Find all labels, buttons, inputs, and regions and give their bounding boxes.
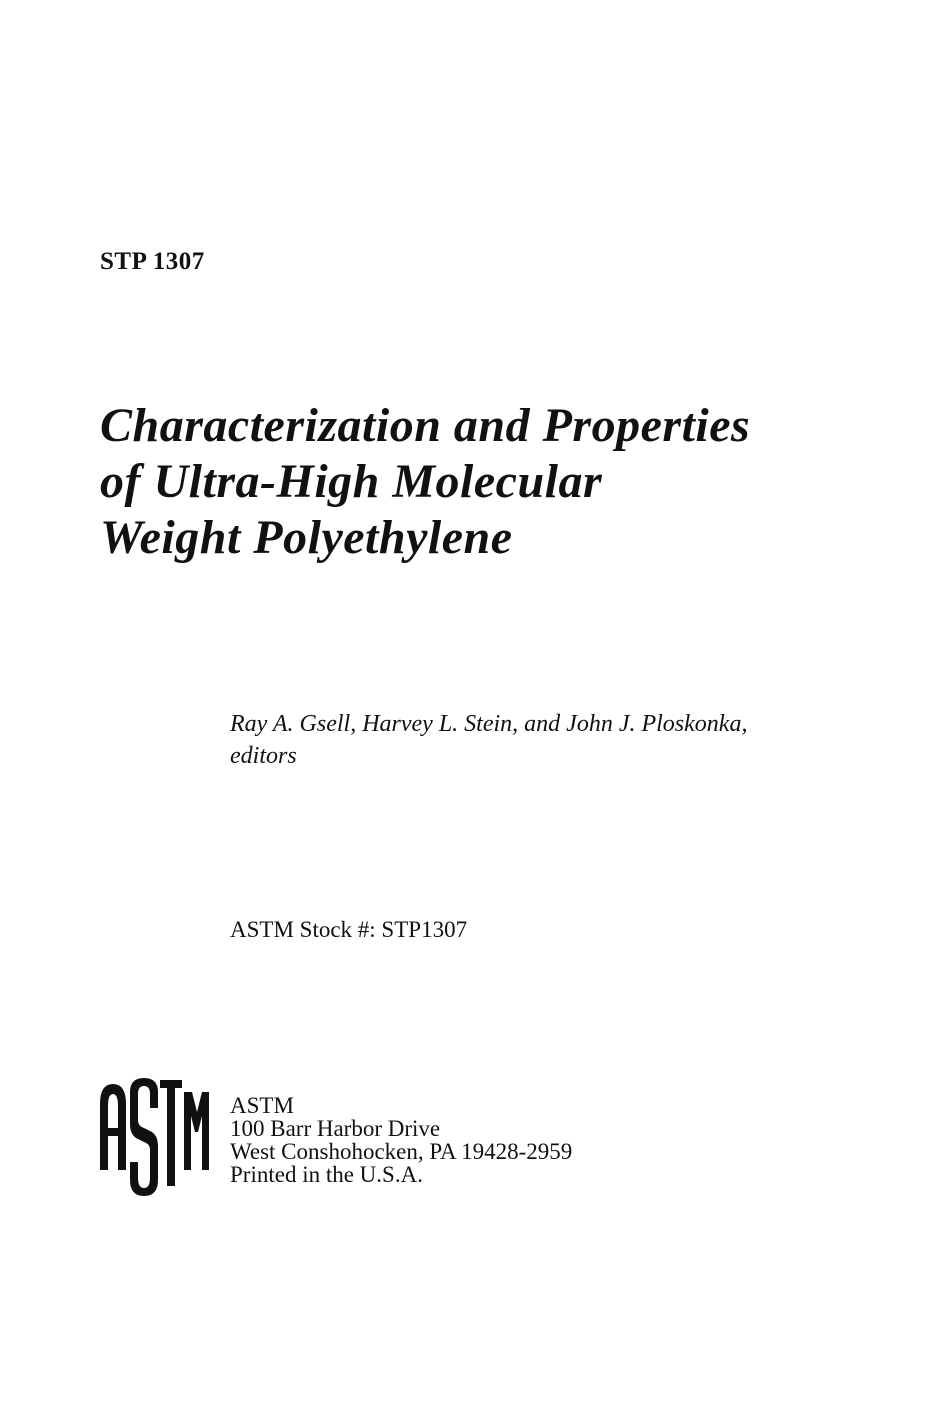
publisher-address: [230, 1094, 572, 1186]
printed-note: Printed in the U.S.A.: [230, 1162, 423, 1187]
astm-logo-icon: [98, 1074, 210, 1200]
editors: [230, 708, 747, 772]
street-address: 100 Barr Harbor Drive: [230, 1116, 441, 1141]
title-line: of Ultra-High Molecular: [100, 455, 603, 508]
stock-number: ASTM Stock #: STP1307: [230, 917, 468, 942]
city-state-zip: West Conshohocken, PA 19428-2959: [230, 1139, 573, 1164]
editors-role: editors: [230, 743, 297, 769]
book-title: [100, 398, 750, 566]
editor-names: Ray A. Gsell, Harvey L. Stein, and John J. Ploskonka,: [230, 711, 748, 737]
title-line: Characterization and Properties: [100, 399, 751, 452]
series-number: STP 1307: [100, 248, 205, 275]
title-line: Weight Polyethylene: [100, 511, 513, 564]
publisher-name: ASTM: [230, 1093, 294, 1118]
